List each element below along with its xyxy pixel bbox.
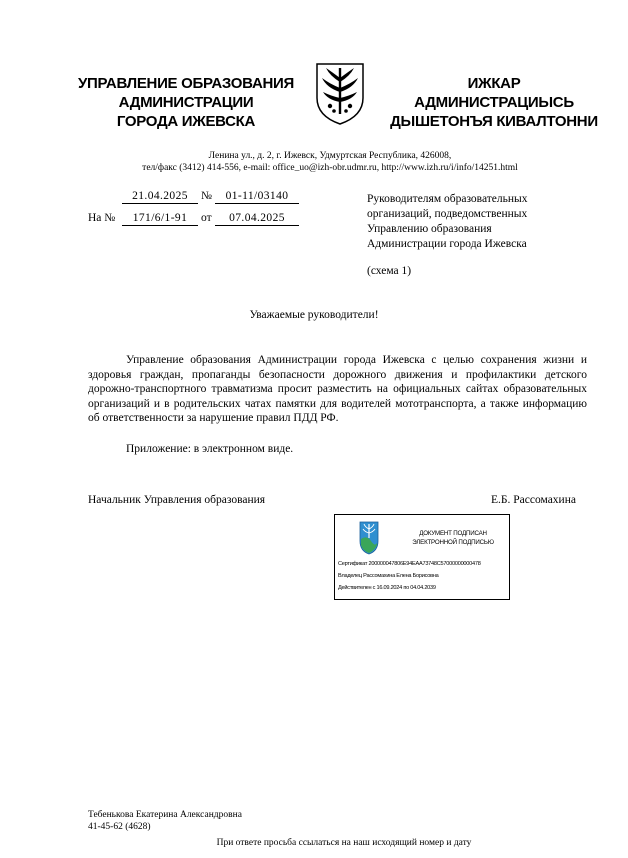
header-left-line: ГОРОДА ИЖЕВСКА bbox=[116, 113, 256, 130]
addressee-line: Администрации города Ижевска bbox=[367, 238, 527, 250]
stamp-title-line: ДОКУМЕНТ ПОДПИСАН bbox=[419, 530, 487, 537]
contact-info bbox=[80, 150, 580, 174]
stamp-emblem-icon bbox=[359, 521, 379, 555]
reply-date: 07.04.2025 bbox=[215, 211, 299, 226]
e-signature-stamp bbox=[334, 514, 510, 600]
body-paragraph: Управление образования Администрации города Ижевска с целью сохранения жизни и здоровья граждан, пропаганды безопасности дорожного движения и профилактики детского дорожно-транспортного травматизма просит разместить на официальных сайтах образовательных организаций и в родительских чатах памятки для водителей мототранспорта, а также информацию об ответственности за нарушение правил ПДД РФ. bbox=[88, 354, 587, 424]
stamp-owner: Владелец Рассомахина Елена Борисовна bbox=[338, 573, 439, 579]
number-label: № bbox=[201, 190, 212, 202]
scheme-note: (схема 1) bbox=[367, 265, 412, 277]
city-emblem-icon bbox=[314, 62, 366, 126]
address-line: Ленина ул., д. 2, г. Ижевск, Удмуртская Республика, 426008, bbox=[208, 151, 452, 161]
header-right-line: ИЖКАР bbox=[467, 75, 521, 92]
header-left-line: УПРАВЛЕНИЕ ОБРАЗОВАНИЯ bbox=[78, 75, 294, 92]
from-label: от bbox=[201, 212, 212, 224]
stamp-title bbox=[399, 529, 507, 547]
executor-name: Тебенькова Екатерина Александровна bbox=[88, 810, 242, 820]
outgoing-date: 21.04.2025 bbox=[122, 189, 198, 204]
attachment-note: Приложение: в электронном виде. bbox=[126, 443, 294, 455]
header-left-org-name bbox=[70, 74, 302, 131]
stamp-validity: Действителен с 16.09.2024 по 04.04.2039 bbox=[338, 585, 436, 591]
executor-info bbox=[88, 809, 242, 833]
addressee-line: Руководителям образовательных bbox=[367, 193, 528, 205]
header-left-line: АДМИНИСТРАЦИИ bbox=[118, 94, 254, 111]
reply-label: На № bbox=[88, 212, 116, 224]
reply-number: 171/6/1-91 bbox=[122, 211, 198, 226]
header-right-line: ДЫШЕТОНЪЯ КИВАЛТОННИ bbox=[390, 113, 598, 130]
addressee-block bbox=[367, 192, 597, 252]
footer-note: При ответе просьба ссылаться на наш исходящий номер и дату bbox=[216, 838, 472, 848]
greeting: Уважаемые руководители! bbox=[249, 309, 379, 321]
outgoing-number: 01-11/03140 bbox=[215, 189, 299, 204]
letter-body bbox=[88, 353, 587, 426]
header-right-org-name bbox=[385, 74, 603, 131]
stamp-title-line: ЭЛЕКТРОННОЙ ПОДПИСЬЮ bbox=[412, 539, 494, 546]
phone-email-line: тел/факс (3412) 414-556, e-mail: office_uo@izh-obr.udmr.ru, http://www.izh.ru/i/info/14251.html bbox=[142, 163, 518, 173]
signer-name: Е.Б. Рассомахина bbox=[491, 494, 576, 506]
executor-phone: 41-45-62 (4628) bbox=[88, 822, 151, 832]
signer-position: Начальник Управления образования bbox=[88, 494, 266, 506]
addressee-line: организаций, подведомственных bbox=[367, 208, 528, 220]
header-right-line: АДМИНИСТРАЦИЫСЬ bbox=[414, 94, 574, 111]
stamp-certificate: Сертификат 200000047806E94EAA73748C57000000000478 bbox=[338, 561, 481, 567]
addressee-line: Управлению образования bbox=[367, 223, 492, 235]
